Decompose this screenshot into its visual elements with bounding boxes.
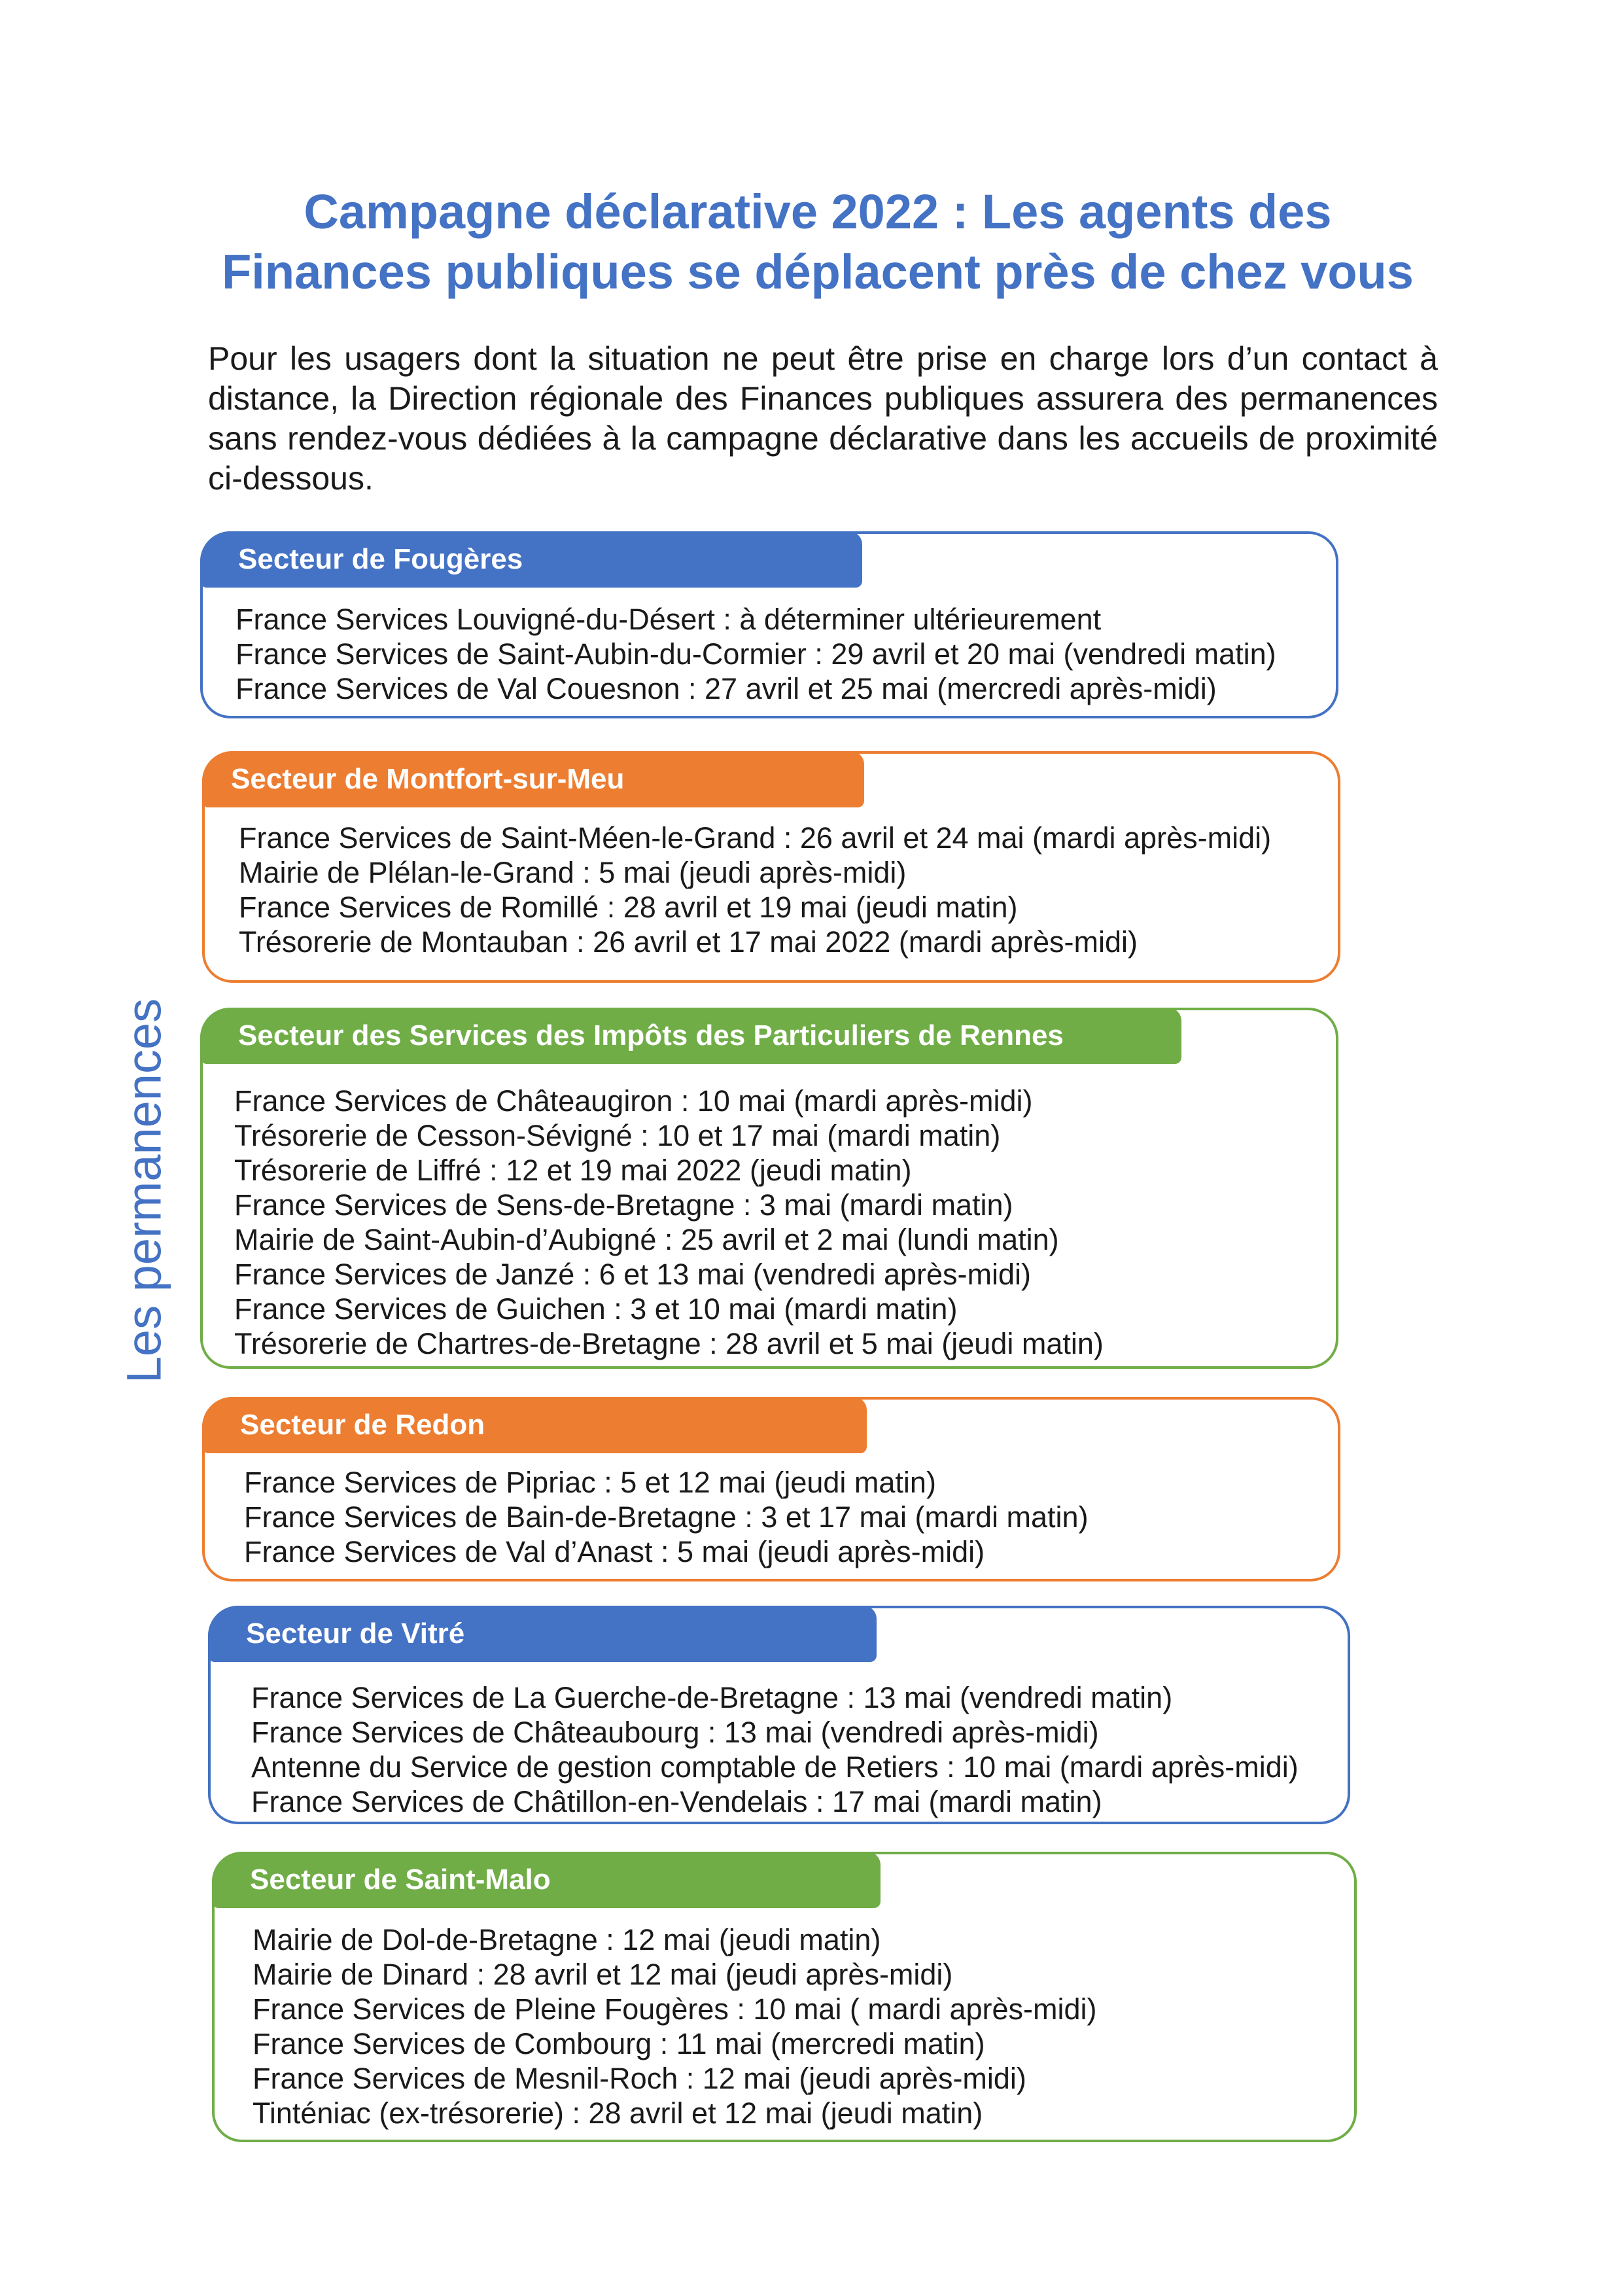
- sector-header: Secteur de Montfort-sur-Meu: [202, 751, 864, 807]
- list-item: Trésorerie de Liffré : 12 et 19 mai 2022 (jeudi matin): [234, 1154, 912, 1187]
- list-item: France Services de Romillé : 28 avril et 19 mai (jeudi matin): [239, 891, 1018, 924]
- sector-header: Secteur des Services des Impôts des Particuliers de Rennes: [200, 1008, 1181, 1064]
- list-item: France Services de Pleine Fougères : 10 mai ( mardi après-midi): [253, 1992, 1097, 2026]
- list-item: France Services de Bain-de-Bretagne : 3 et 17 mai (mardi matin): [244, 1500, 1089, 1534]
- list-item: France Services de Châtillon-en-Vendelais : 17 mai (mardi matin): [251, 1785, 1102, 1818]
- sector-redon: [202, 1397, 1340, 1581]
- sector-list: [239, 821, 1271, 959]
- list-item: France Services de Val d’Anast : 5 mai (jeudi après-midi): [244, 1535, 985, 1568]
- list-item: France Services de Châteaugiron : 10 mai (mardi après-midi): [234, 1084, 1033, 1118]
- list-item: France Services de Saint-Aubin-du-Cormier : 29 avril et 20 mai (vendredi matin): [236, 637, 1276, 671]
- side-label: Les permanences: [116, 998, 171, 1384]
- sector-list: [244, 1465, 1089, 1569]
- sector-vitre: [208, 1606, 1350, 1824]
- list-item: France Services de Sens-de-Bretagne : 3 mai (mardi matin): [234, 1188, 1013, 1222]
- sector-list: [234, 1084, 1104, 1361]
- list-item: Mairie de Dol-de-Bretagne : 12 mai (jeudi matin): [253, 1923, 881, 1956]
- sector-header: Secteur de Redon: [202, 1397, 867, 1453]
- sector-header: Secteur de Saint-Malo: [212, 1852, 881, 1908]
- sector-saint-malo: [212, 1852, 1357, 2142]
- list-item: Mairie de Saint-Aubin-d’Aubigné : 25 avril et 2 mai (lundi matin): [234, 1223, 1059, 1256]
- sector-list: [236, 602, 1276, 706]
- sector-montfort-sur-meu: [202, 751, 1340, 983]
- list-item: France Services de Guichen : 3 et 10 mai (mardi matin): [234, 1292, 958, 1326]
- list-item: France Services de Saint-Méen-le-Grand : 26 avril et 24 mai (mardi après-midi): [239, 821, 1272, 855]
- list-item: France Services de Combourg : 11 mai (mercredi matin): [253, 2027, 985, 2060]
- list-item: Mairie de Dinard : 28 avril et 12 mai (jeudi après-midi): [253, 1958, 953, 1991]
- list-item: France Services de Janzé : 6 et 13 mai (vendredi après-midi): [234, 1258, 1032, 1291]
- sector-header: Secteur de Fougères: [200, 531, 862, 588]
- list-item: France Services de Mesnil-Roch : 12 mai (jeudi après-midi): [253, 2062, 1026, 2095]
- list-item: Tinténiac (ex-trésorerie) : 28 avril et 12 mai (jeudi matin): [253, 2096, 983, 2130]
- list-item: Mairie de Plélan-le-Grand : 5 mai (jeudi après-midi): [239, 856, 907, 889]
- list-item: France Services de La Guerche-de-Bretagne : 13 mai (vendredi matin): [251, 1681, 1173, 1714]
- list-item: Trésorerie de Montauban : 26 avril et 17 mai 2022 (mardi après-midi): [239, 925, 1138, 959]
- page-title-line-1: Campagne déclarative 2022 : Les agents des: [304, 185, 1332, 239]
- list-item: France Services Louvigné-du-Désert : à déterminer ultérieurement: [236, 603, 1102, 636]
- list-item: France Services de Châteaubourg : 13 mai (vendredi après-midi): [251, 1716, 1099, 1749]
- list-item: Antenne du Service de gestion comptable de Retiers : 10 mai (mardi après-midi): [251, 1750, 1299, 1784]
- page-title-line-2: Finances publiques se déplacent près de chez vous: [222, 245, 1414, 299]
- list-item: Trésorerie de Chartres-de-Bretagne : 28 avril et 5 mai (jeudi matin): [234, 1327, 1104, 1360]
- page-title: [150, 182, 1485, 302]
- sector-list: [253, 1922, 1097, 2130]
- list-item: Trésorerie de Cesson-Sévigné : 10 et 17 mai (mardi matin): [234, 1119, 1001, 1152]
- sector-header: Secteur de Vitré: [208, 1606, 877, 1662]
- list-item: France Services de Val Couesnon : 27 avril et 25 mai (mercredi après-midi): [236, 672, 1217, 705]
- intro-paragraph: Pour les usagers dont la situation ne peut être prise en charge lors d’un contact à distance, la Direction régionale des Finances publiques assurera des permanences sans rendez-vous dédiées à la campagne déclarative dans les accueils de proximité ci-dessous.: [208, 340, 1438, 497]
- sector-list: [251, 1680, 1299, 1819]
- sector-fougeres: [200, 531, 1338, 718]
- list-item: France Services de Pipriac : 5 et 12 mai (jeudi matin): [244, 1466, 936, 1499]
- sector-rennes: [200, 1008, 1338, 1369]
